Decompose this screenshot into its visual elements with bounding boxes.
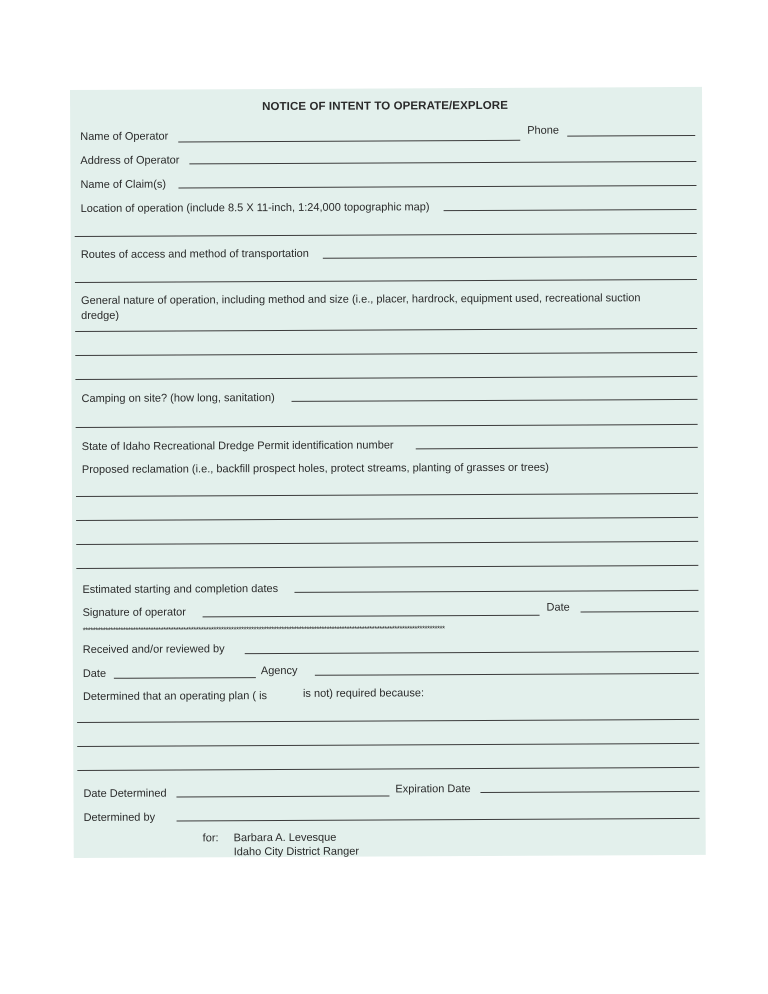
for-label: for: (202, 832, 219, 845)
camping-label: Camping on site? (how long, sanitation) (81, 392, 275, 405)
determined-plan-label-2: is not) required because: (302, 687, 425, 700)
date-line-2[interactable] (114, 677, 256, 679)
date-label-1: Date (546, 601, 570, 614)
reclamation-line-4[interactable] (76, 565, 698, 569)
signer-name: Barbara A. Levesque (233, 831, 337, 845)
determined-by-line[interactable] (177, 818, 700, 822)
determined-line-3[interactable] (77, 767, 699, 771)
general-nature-line-3[interactable] (75, 376, 697, 380)
signature-line[interactable] (203, 615, 540, 618)
determined-by-label: Determined by (83, 811, 156, 824)
phone-label: Phone (527, 124, 560, 137)
agency-label: Agency (260, 664, 298, 678)
agency-line[interactable] (315, 673, 699, 676)
date-label-2: Date (82, 667, 107, 680)
general-nature-label-2: dredge) (81, 309, 120, 322)
dredge-permit-label: State of Idaho Recreational Dredge Permit identification number (81, 439, 394, 453)
estimated-dates-label: Estimated starting and completion dates (82, 582, 279, 596)
proposed-reclamation-label: Proposed reclamation (i.e., backfill prospect holes, protect streams, planting of grasses or trees) (81, 461, 549, 476)
determined-line-2[interactable] (77, 743, 699, 747)
general-nature-label-1: General nature of operation, including method and size (i.e., placer, hardrock, equipment used, recreational suction (81, 292, 641, 307)
form-title: NOTICE OF INTENT TO OPERATE/EXPLORE (262, 99, 508, 114)
reclamation-line-3[interactable] (76, 541, 698, 545)
location-label: Location of operation (include 8.5 X 11-inch, 1:24,000 topographic map) (80, 201, 430, 215)
address-of-operator-label: Address of Operator (80, 154, 180, 167)
phone-line[interactable] (567, 135, 695, 137)
signature-label: Signature of operator (82, 606, 186, 619)
general-nature-line-1[interactable] (75, 328, 697, 332)
address-of-operator-line[interactable] (189, 161, 696, 164)
name-of-operator-label: Name of Operator (80, 130, 169, 143)
date-determined-line[interactable] (176, 795, 389, 797)
name-of-claims-label: Name of Claim(s) (80, 178, 167, 191)
location-line-2[interactable] (75, 233, 697, 237)
received-line[interactable] (245, 651, 699, 654)
routes-line[interactable] (323, 256, 697, 259)
name-of-claims-line[interactable] (178, 185, 696, 189)
routes-label: Routes of access and method of transportation (80, 247, 309, 261)
expiration-date-label: Expiration Date (395, 783, 471, 796)
general-nature-line-2[interactable] (75, 352, 697, 356)
reclamation-line-1[interactable] (76, 493, 698, 497)
determined-plan-label-1: Determined that an operating plan ( is (82, 690, 268, 703)
routes-line-2[interactable] (75, 279, 697, 283)
reclamation-line-2[interactable] (76, 517, 698, 521)
received-label: Received and/or reviewed by (82, 643, 225, 656)
determined-line-1[interactable] (77, 719, 699, 723)
name-of-operator-line[interactable] (178, 140, 520, 143)
signer-title: Idaho City District Ranger (233, 845, 360, 859)
camping-line-2[interactable] (76, 424, 698, 428)
dredge-permit-line[interactable] (416, 447, 698, 449)
camping-line[interactable] (292, 399, 698, 402)
expiration-date-line[interactable] (480, 791, 699, 793)
date-line-1[interactable] (581, 611, 699, 613)
separator-line: ************************************************************************************************************************************************ (82, 624, 445, 635)
location-line[interactable] (444, 209, 697, 211)
estimated-dates-line[interactable] (294, 590, 698, 593)
date-determined-label: Date Determined (83, 787, 167, 800)
form-sheet (70, 87, 706, 858)
